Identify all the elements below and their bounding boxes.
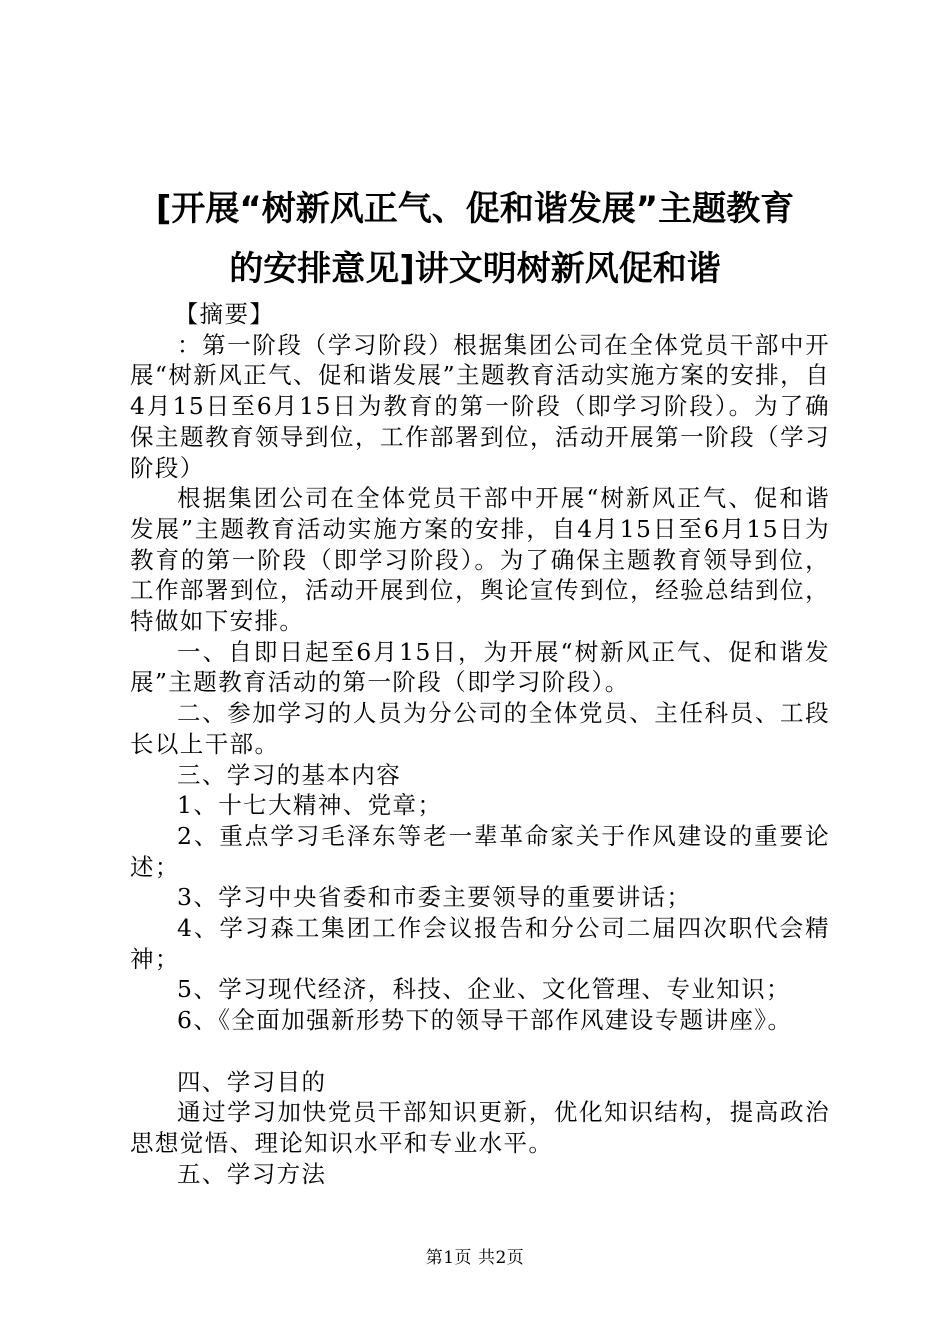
document-body [130, 299, 830, 1189]
paragraph-section-3-heading: 三、学习的基本内容 [177, 760, 402, 789]
paragraph-section-1: 一、自即日起至6月15日，为开展“树新风正气、促和谐发展”主题教育活动的第一阶段（即学习阶段）。 [130, 637, 830, 697]
abstract-label: 【摘要】 [174, 300, 275, 328]
blank-line [130, 1036, 830, 1067]
document-title-line-2: 的安排意见]讲文明树新风促和谐 [229, 249, 721, 289]
paragraph-intro: 根据集团公司在全体党员干部中开展“树新风正气、促和谐发展”主题教育活动实施方案的安排，自4月15日至6月15日为教育的第一阶段（即学习阶段）。为了确保主题教育领导到位，工作部署到位，活动开展到位，舆论宣传到位，经验总结到位，特做如下安排。 [130, 484, 830, 636]
list-item-2: 2、重点学习毛泽东等老一辈革命家关于作风建设的重要论述； [130, 821, 830, 881]
paragraph-section-2: 二、参加学习的人员为分公司的全体党员、主任科员、工段长以上干部。 [130, 699, 830, 758]
paragraph-section-4-body: 通过学习加快党员干部知识更新，优化知识结构，提高政治思想觉悟、理论知识水平和专业水平。 [130, 1098, 830, 1157]
document-title-line-1: [开展“树新风正气、促和谐发展”主题教育 [155, 189, 795, 229]
paragraph-summary: ：第一阶段（学习阶段）根据集团公司在全体党员干部中开展“树新风正气、促和谐发展”主题教育活动实施方案的安排，自4月15日至6月15日为教育的第一阶段（即学习阶段）。为了确保主题教育领导到位，工作部署到位，活动开展第一阶段（学习阶段） [130, 330, 830, 482]
paragraph-section-4-heading: 四、学习目的 [177, 1067, 327, 1096]
list-item-1: 1、十七大精神、党章； [177, 791, 443, 820]
list-item-5: 5、学习现代经济，科技、企业、文化管理、专业知识； [177, 975, 791, 1004]
list-item-3: 3、学习中央省委和市委主要领导的重要讲话； [177, 883, 692, 912]
list-item-4: 4、学习森工集团工作会议报告和分公司二届四次职代会精神； [130, 914, 830, 973]
page-footer: 第1页 共2页 [425, 1248, 525, 1268]
list-item-6: 6、《全面加强新形势下的领导干部作风建设专题讲座》。 [177, 1006, 793, 1035]
paragraph-section-5-heading: 五、学习方法 [177, 1159, 327, 1188]
